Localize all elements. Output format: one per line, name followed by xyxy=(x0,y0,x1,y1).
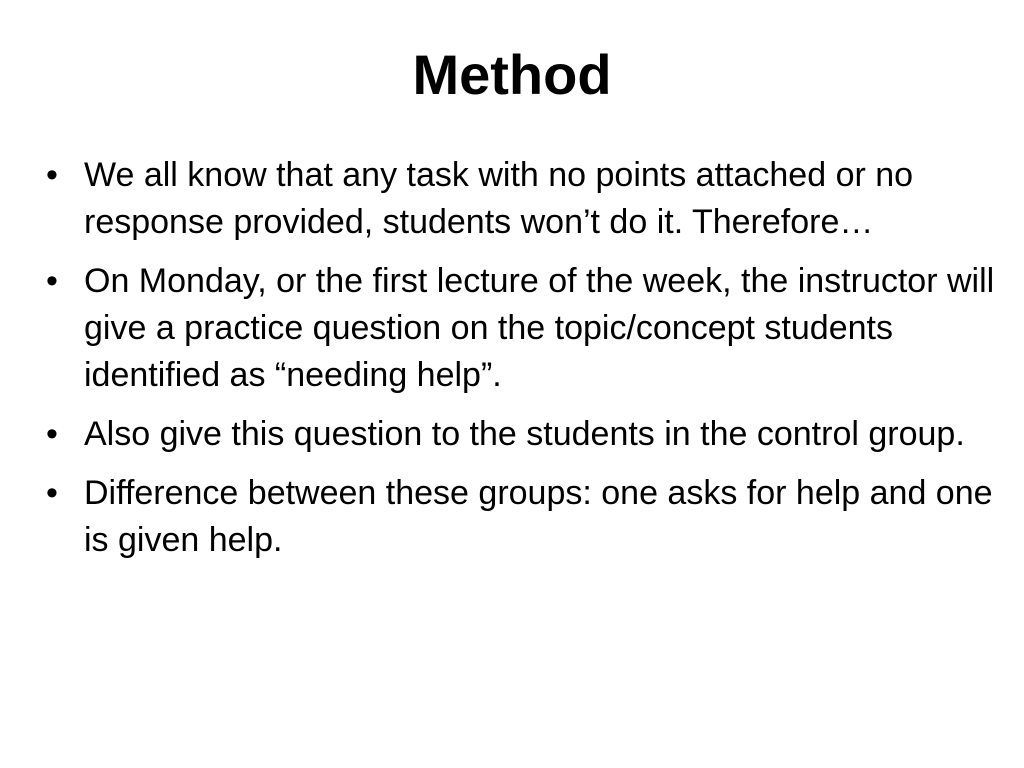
bullet-text: Difference between these groups: one asks for help and one is given help. xyxy=(84,474,993,559)
bullet-dot-icon: • xyxy=(46,262,58,300)
bullet-list xyxy=(40,152,1000,576)
bullet-text: Also give this question to the students in the control group. xyxy=(84,415,965,453)
bullet-text: On Monday, or the first lecture of the week, the instructor will give a practice question on the topic/concept students identified as “needing help”. xyxy=(84,262,995,394)
slide-title: Method xyxy=(412,43,612,106)
bullet-item xyxy=(40,411,1000,458)
bullet-item xyxy=(40,470,1000,564)
bullet-item xyxy=(40,258,1000,399)
bullet-dot-icon: • xyxy=(46,156,58,194)
bullet-dot-icon: • xyxy=(46,474,58,512)
bullet-text: We all know that any task with no points attached or no response provided, students won’t do it. Therefore… xyxy=(84,156,914,241)
bullet-dot-icon: • xyxy=(46,415,58,453)
bullet-item xyxy=(40,152,1000,246)
